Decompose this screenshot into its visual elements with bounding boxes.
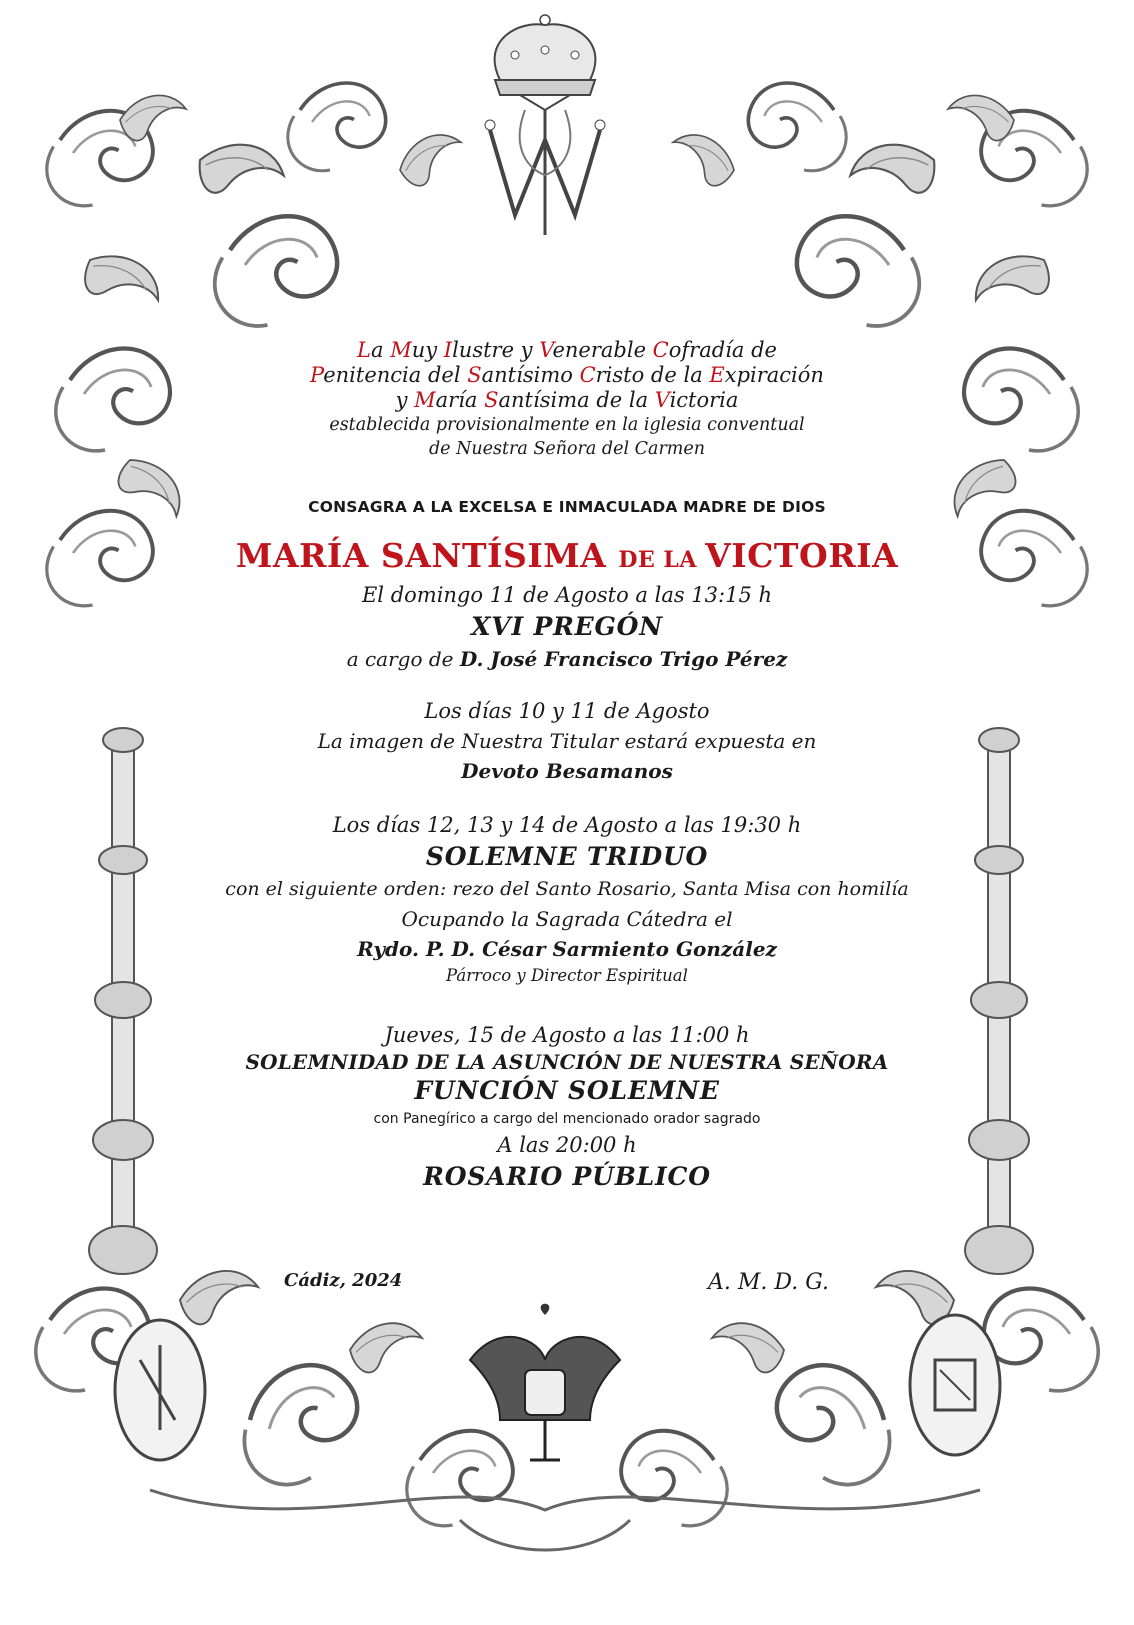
right-column	[965, 728, 1033, 1274]
header-word-rest: aría	[435, 388, 485, 412]
header-capital-letter: P	[310, 363, 324, 387]
header-capital-letter: M	[390, 338, 412, 362]
header-word-rest: enitencia del	[323, 363, 468, 387]
header-capital-letter: C	[579, 363, 596, 387]
left-column	[89, 728, 157, 1274]
crown-icon	[495, 15, 596, 110]
triduo-date: Los días 12, 13 y 14 de Agosto a las 19:30 h	[332, 813, 802, 837]
triduo-preacher: Rydo. P. D. César Sarmiento González	[357, 937, 777, 961]
triduo-role: Párroco y Director Espiritual	[446, 966, 688, 985]
header-capital-letter: C	[652, 338, 669, 362]
pregon-cargo-name: D. José Francisco Trigo Pérez	[459, 647, 788, 671]
brotherhood-header	[160, 338, 974, 461]
consagra-text: CONSAGRA A LA EXCELSA E INMACULADA MADRE DE DIOS	[308, 498, 826, 516]
header-capital-letter: V	[654, 388, 670, 412]
header-sub-1: establecida provisionalmente en la iglesia conventual	[329, 415, 805, 435]
funcion-time2: A las 20:00 h	[497, 1133, 637, 1157]
header-word-rest: ictoria	[669, 388, 739, 412]
pregon-section	[160, 580, 974, 674]
header-line-1	[160, 338, 974, 363]
header-capital-letter: I	[443, 338, 453, 362]
place-date: Cádiz, 2024	[284, 1270, 403, 1291]
marian-monogram-icon	[485, 110, 605, 235]
header-capital-letter: V	[539, 338, 553, 362]
header-word-rest: xpiración	[724, 363, 824, 387]
left-medallion-icon	[115, 1320, 205, 1460]
funcion-solemnidad: SOLEMNIDAD DE LA ASUNCIÓN DE NUESTRA SEÑORA	[245, 1050, 889, 1074]
funcion-date: Jueves, 15 de Agosto a las 11:00 h	[384, 1023, 750, 1047]
title-maria-santisima-de-la-victoria	[160, 536, 974, 575]
pregon-cargo	[160, 644, 974, 674]
pregon-cargo-prefix: a cargo de	[346, 647, 460, 671]
header-capital-letter: L	[357, 338, 371, 362]
main-title	[160, 536, 974, 575]
header-capital-letter: S	[467, 363, 482, 387]
header-word-rest: a	[370, 338, 391, 362]
header-word-rest: y	[395, 388, 415, 412]
triduo-name: SOLEMNE TRIDUO	[425, 842, 709, 871]
besamanos-name: Devoto Besamanos	[461, 759, 673, 783]
header-word-rest: uy	[411, 338, 444, 362]
triduo-catedra: Ocupando la Sagrada Cátedra el	[401, 907, 733, 931]
besamanos-line: La imagen de Nuestra Titular estará expuesta en	[317, 729, 817, 753]
amdg: A. M. D. G.	[708, 1270, 830, 1295]
pregon-name: XVI PREGÓN	[471, 612, 663, 641]
besamanos-date: Los días 10 y 11 de Agosto	[424, 699, 710, 723]
triduo-order: con el siguiente orden: rezo del Santo Rosario, Santa Misa con homilía	[225, 878, 909, 900]
pregon-date: El domingo 11 de Agosto a las 13:15 h	[361, 583, 773, 607]
triduo-section	[160, 810, 974, 988]
header-capital-letter: M	[414, 388, 436, 412]
title-part-1: MARÍA SANTÍSIMA	[235, 536, 619, 575]
header-word-rest: enerable	[552, 338, 653, 362]
funcion-name: FUNCIÓN SOLEMNE	[414, 1076, 720, 1105]
header-capital-letter: S	[484, 388, 499, 412]
besamanos-section	[160, 696, 974, 786]
funcion-section	[160, 1020, 974, 1194]
header-line-2	[160, 363, 974, 388]
title-part-2: DE LA	[618, 547, 706, 573]
header-capital-letter: E	[709, 363, 725, 387]
rosario-publico: ROSARIO PÚBLICO	[423, 1162, 711, 1191]
header-word-rest: lustre y	[452, 338, 540, 362]
header-word-rest: ofradía de	[668, 338, 777, 362]
title-part-3: VICTORIA	[705, 536, 899, 575]
header-word-rest: risto de la	[595, 363, 710, 387]
header-line-3	[160, 388, 974, 413]
right-medallion-icon	[910, 1315, 1000, 1455]
consagra-line	[160, 498, 974, 516]
header-word-rest: antísimo	[481, 363, 580, 387]
header-sub-2: de Nuestra Señora del Carmen	[428, 439, 706, 459]
header-word-rest: antísima de la	[498, 388, 655, 412]
funcion-panegirico: con Panegírico a cargo del mencionado orador sagrado	[373, 1111, 761, 1127]
